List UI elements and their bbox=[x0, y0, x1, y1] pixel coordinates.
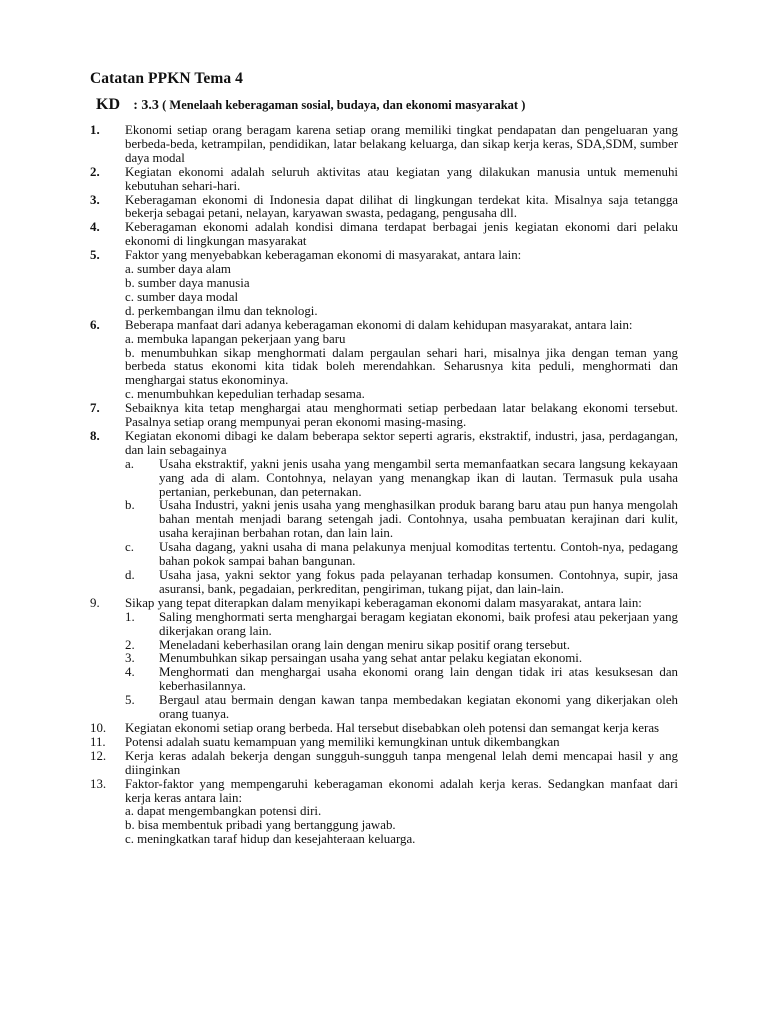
sub-item-marker: a. bbox=[125, 456, 134, 471]
kd-label: KD bbox=[96, 96, 120, 113]
item-number: 10. bbox=[90, 720, 107, 735]
sub-item: b. sumber daya manusia bbox=[125, 275, 250, 290]
sub-item bbox=[125, 499, 678, 541]
notes-list bbox=[90, 124, 678, 847]
list-item bbox=[90, 430, 678, 597]
item-number: 8. bbox=[90, 428, 100, 443]
sub-item: a. sumber daya alam bbox=[125, 262, 231, 277]
sub-item-marker: 4. bbox=[125, 665, 135, 680]
sub-item-marker: b. bbox=[125, 498, 135, 513]
list-item bbox=[90, 402, 678, 430]
item-text: Keberagaman ekonomi adalah kondisi dimana terdapat berbagai jenis kegiatan ekonomi dari pelaku ekonomi di lingkungan masyarakat bbox=[125, 220, 678, 249]
sub-item: a. membuka lapangan pekerjaan yang baru bbox=[125, 331, 346, 346]
item-number: 4. bbox=[90, 220, 100, 235]
list-item bbox=[90, 194, 678, 222]
list-item bbox=[90, 778, 678, 848]
sub-item: c. meningkatkan taraf hidup dan kesejahteraan keluarga. bbox=[125, 832, 416, 847]
list-item bbox=[90, 249, 678, 319]
item-text: Potensi adalah suatu kemampuan yang memiliki kemungkinan untuk dikembangkan bbox=[125, 734, 560, 749]
item-number: 7. bbox=[90, 401, 100, 416]
item-text: Kegiatan ekonomi dibagi ke dalam beberapa sektor seperti agraris, ekstraktif, industri, jasa, perdagangan, dan lain sebagainya bbox=[125, 428, 678, 457]
item-text: Faktor yang menyebabkan keberagaman ekonomi di masyarakat, antara lain: bbox=[125, 248, 522, 263]
sub-item-text: Menumbuhkan sikap persaingan usaha yang sehat antar pelaku kegiatan ekonomi. bbox=[159, 651, 583, 666]
item-number: 5. bbox=[90, 248, 100, 263]
item-text: Sebaiknya kita tetap menghargai atau menghormati setiap perbedaan latar belakang ekonomi tersebut. Pasalnya setiap orang mempunyai peran ekonomi masing-masing. bbox=[125, 401, 678, 430]
item-number: 3. bbox=[90, 192, 100, 207]
sub-item-marker: c. bbox=[125, 540, 134, 555]
sub-item-text: Menghormati dan menghargai usaha ekonomi orang lain dengan tidak iri atas kesuksesan dan keberhasilannya. bbox=[159, 665, 678, 694]
item-text: Kegiatan ekonomi setiap orang berbeda. Hal tersebut disebabkan oleh potensi dan semangat kerja keras bbox=[125, 720, 660, 735]
sub-item bbox=[125, 666, 678, 694]
list-item bbox=[90, 319, 678, 402]
kd-code: : 3.3 bbox=[133, 98, 159, 113]
item-number: 9. bbox=[90, 595, 100, 610]
kd-text: ( Menelaah keberagaman sosial, budaya, dan ekonomi masyarakat ) bbox=[162, 98, 526, 112]
list-item bbox=[90, 722, 678, 736]
sub-item bbox=[125, 639, 678, 653]
item-number: 1. bbox=[90, 123, 100, 137]
sub-item-text: Usaha ekstraktif, yakni jenis usaha yang mengambil serta memanfaatkan secara langsung kekayaan yang ada di alam. Contohnya, nelayan yang menangkap ikan di lautan. Termasuk pula usaha pertanian, perkebunan, dan peternakan. bbox=[159, 456, 678, 499]
sub-item-marker: d. bbox=[125, 568, 135, 582]
sub-item-text: Usaha Industri, yakni jenis usaha yang menghasilkan produk barang baru atau pun hanya mengolah bahan mentah menjadi barang setengah jadi. Contohnya, usaha pembuatan kerajinan dari kulit, usaha kerajinan berbahan rotan, dan lain lain. bbox=[159, 498, 678, 541]
item-text: Sikap yang tepat diterapkan dalam menyikapi keberagaman ekonomi dalam masyarakat, antara lain: bbox=[125, 595, 642, 610]
item-number: 11. bbox=[90, 734, 106, 749]
kd-heading bbox=[96, 98, 525, 113]
sub-item: c. sumber daya modal bbox=[125, 289, 239, 304]
sub-item-text: Usaha jasa, yakni sektor yang fokus pada pelayanan terhadap konsumen. Contohnya, supir, jasa asuransi, bank, pegadaian, perkreditan, pengiriman, tukang pijat, dan lain-lain. bbox=[159, 568, 678, 596]
sub-item: d. perkembangan ilmu dan teknologi. bbox=[125, 303, 318, 318]
sub-item bbox=[125, 541, 678, 569]
sub-item-text: Usaha dagang, yakni usaha di mana pelakunya menjual komoditas tertentu. Contoh-nya, pedagang bahan pokok sampai bahan bangunan. bbox=[159, 540, 678, 569]
sub-item: b. menumbuhkan sikap menghormati dalam pergaulan sehari hari, misalnya jika dengan teman yang berbeda status ekonomi kita tidak boleh merendahkan. Seharusnya kita peduli, menghormati dan menghargai status ekonominya. bbox=[125, 345, 678, 388]
item-text: Keberagaman ekonomi di Indonesia dapat dilihat di lingkungan terdekat kita. Misalnya saja tetangga bekerja sebagai petani, nelayan, karyawan swasta, pedagang, pengusaha dll. bbox=[125, 192, 678, 221]
sub-item-text: Bergaul atau bermain dengan kawan tanpa membedakan kegiatan ekonomi yang dikerjakan oleh orang tuanya. bbox=[159, 693, 678, 722]
sub-item bbox=[125, 611, 678, 639]
item-text: Kerja keras adalah bekerja dengan sungguh-sungguh tanpa mengenal lelah demi mencapai hasil y ang diinginkan bbox=[125, 748, 678, 777]
list-item bbox=[90, 166, 678, 194]
item-number: 6. bbox=[90, 317, 100, 332]
list-item bbox=[90, 221, 678, 249]
sub-item-marker: 5. bbox=[125, 693, 135, 708]
sub-item: a. dapat mengembangkan potensi diri. bbox=[125, 804, 322, 819]
item-text: Kegiatan ekonomi adalah seluruh aktivitas atau kegiatan yang dilakukan manusia untuk memenuhi kebutuhan sehari-hari. bbox=[125, 164, 678, 193]
document-title: Catatan PPKN Tema 4 bbox=[90, 70, 244, 87]
list-item bbox=[90, 124, 678, 166]
sub-item: b. bisa membentuk pribadi yang bertanggung jawab. bbox=[125, 818, 396, 833]
item-text: Ekonomi setiap orang beragam karena setiap orang memiliki tingkat pendapatan dan pengeluaran yang berbeda-beda, ketrampilan, pendidikan, latar belakang keluarga, dan sikap kerja keras, SDA,SDM, sumber daya modal bbox=[125, 123, 678, 165]
item-text: Beberapa manfaat dari adanya keberagaman ekonomi di dalam kehidupan masyarakat, antara lain: bbox=[125, 317, 633, 332]
sub-item-marker: 2. bbox=[125, 637, 135, 652]
item-text: Faktor-faktor yang mempengaruhi keberagaman ekonomi adalah kerja keras. Sedangkan manfaat dari kerja keras antara lain: bbox=[125, 776, 678, 805]
item-number: 12. bbox=[90, 748, 107, 763]
list-item bbox=[90, 736, 678, 750]
sub-item bbox=[125, 458, 678, 500]
item-number: 2. bbox=[90, 164, 100, 179]
list-item bbox=[90, 750, 678, 778]
sub-item bbox=[125, 569, 678, 597]
item-number: 13. bbox=[90, 776, 107, 791]
sub-item-text: Meneladani keberhasilan orang lain dengan meniru sikap positif orang tersebut. bbox=[159, 637, 570, 652]
sub-item-text: Saling menghormati serta menghargai beragam kegiatan ekonomi, baik profesi atau pekerjaan yang dikerjakan orang lain. bbox=[159, 609, 678, 638]
sub-item-marker: 3. bbox=[125, 651, 135, 666]
sub-item: c. menumbuhkan kepedulian terhadap sesama. bbox=[125, 387, 365, 402]
sub-item bbox=[125, 694, 678, 722]
list-item bbox=[90, 597, 678, 722]
sub-item-marker: 1. bbox=[125, 609, 135, 624]
sub-item bbox=[125, 652, 678, 666]
